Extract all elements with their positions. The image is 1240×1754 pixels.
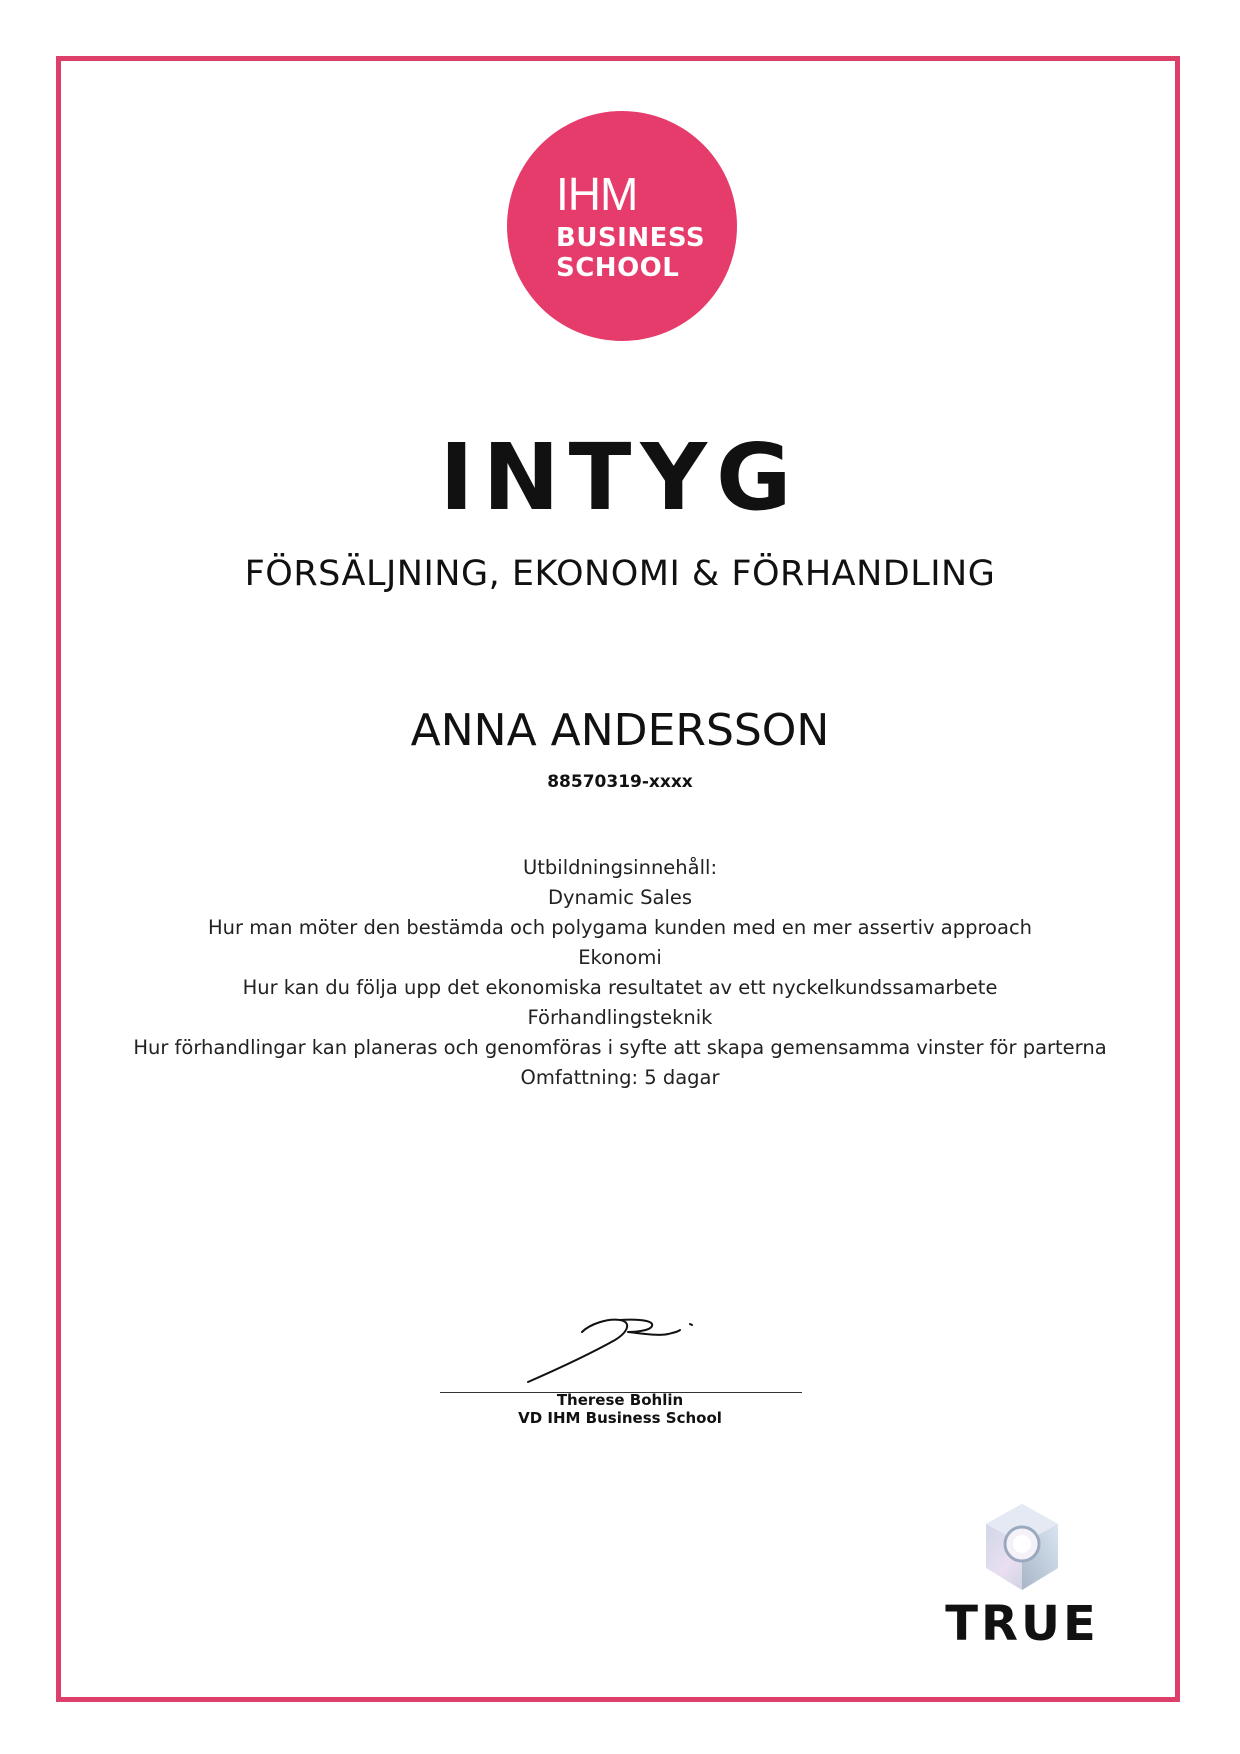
personal-number: 88570319-xxxx — [547, 772, 693, 792]
logo-ihm-text: IHM — [556, 168, 638, 220]
ihm-business-school-logo — [507, 111, 737, 341]
content-line: Hur förhandlingar kan planeras och genomföras i syfte att skapa gemensamma vinster för parterna — [133, 1036, 1107, 1059]
content-line: Hur kan du följa upp det ekonomiska resultatet av ett nyckelkundssamarbete — [242, 976, 998, 999]
logo-business-text: BUSINESS — [556, 223, 706, 253]
recipient-name: ANNA ANDERSSON — [410, 705, 830, 756]
true-cube-logo-icon — [982, 1502, 1062, 1592]
handwritten-signature — [520, 1310, 720, 1390]
certificate-subtitle: FÖRSÄLJNING, EKONOMI & FÖRHANDLING — [244, 554, 996, 594]
signatory-name: Therese Bohlin — [556, 1391, 684, 1409]
true-brand-word: TRUE — [945, 1596, 1099, 1652]
logo-text — [556, 168, 706, 283]
content-line: Hur man möter den bestämda och polygama kunden med en mer assertiv approach — [207, 916, 1033, 939]
content-line: Förhandlingsteknik — [527, 1006, 713, 1029]
content-heading: Utbildningsinnehåll: — [522, 856, 718, 879]
content-line: Ekonomi — [578, 946, 662, 969]
signatory-title: VD IHM Business School — [518, 1409, 722, 1427]
content-line: Dynamic Sales — [547, 886, 693, 909]
logo-school-text: SCHOOL — [556, 253, 680, 283]
certificate-title: INTYG — [439, 424, 801, 531]
course-content — [56, 853, 1184, 1093]
course-duration: Omfattning: 5 dagar — [520, 1066, 720, 1089]
